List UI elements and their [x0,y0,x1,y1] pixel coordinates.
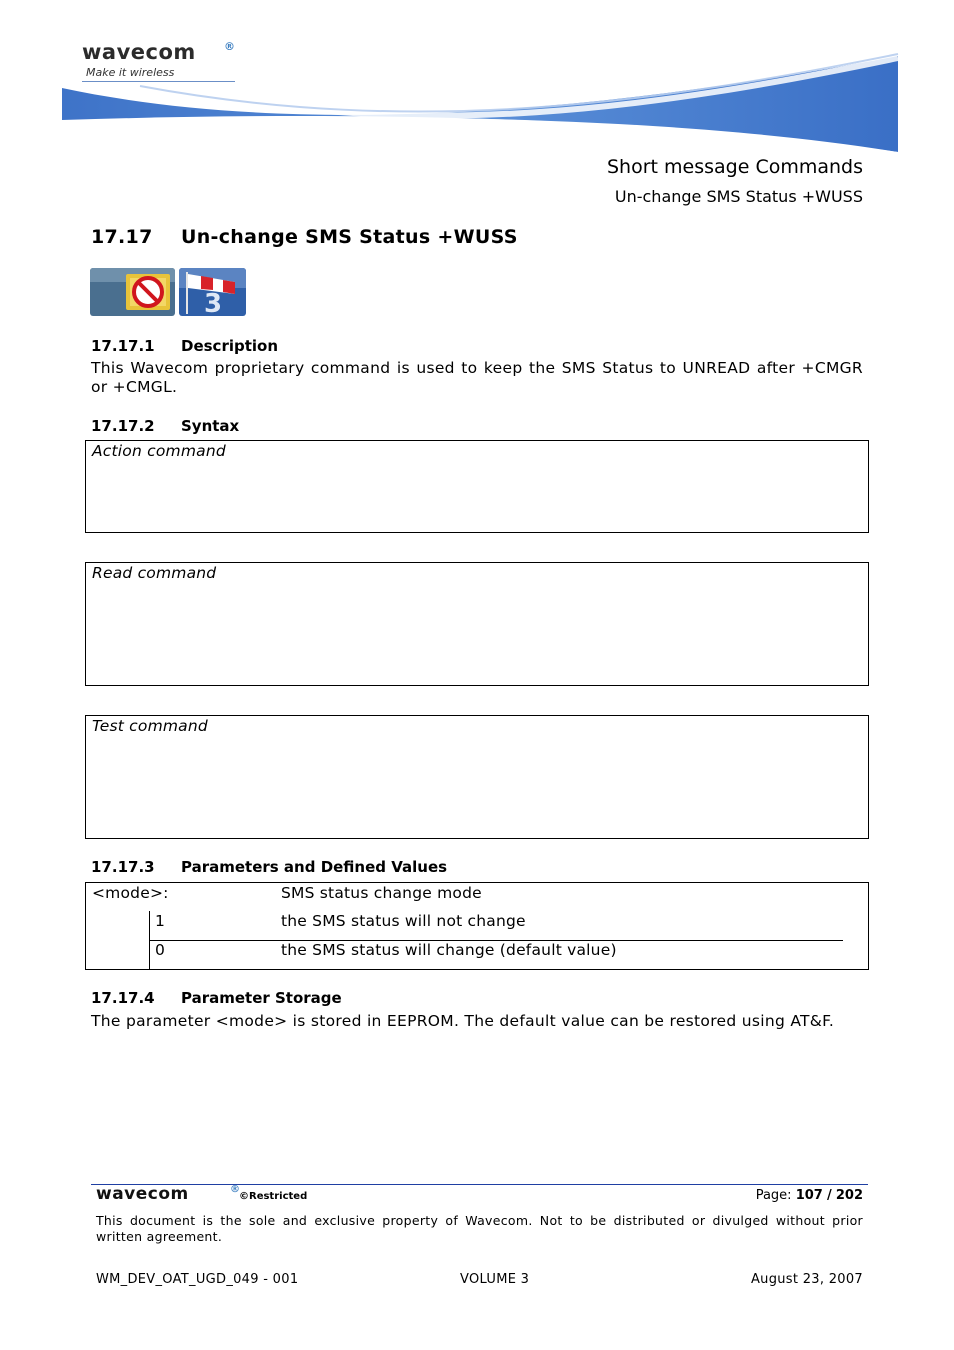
description-heading-text: Description [181,337,279,355]
param-value: 1 [155,912,166,930]
windsock-release-3-icon [179,268,246,316]
read-command-box [85,562,869,686]
page-label: Page: [755,1188,792,1203]
page-total: 202 [835,1188,863,1203]
syntax-number: 17.17.2 [91,417,155,435]
footer-date: August 23, 2007 [750,1272,863,1287]
footer-restricted: ©Restricted [239,1191,308,1202]
read-command-label: Read command [92,564,217,582]
footer-notice: This document is the sole and exclusive property of Wavecom. Not to be distributed or divulged without prior written agreement. [96,1213,863,1244]
parameters-heading [91,858,447,876]
section-title [91,226,518,248]
footer-volume: VOLUME 3 [460,1272,530,1287]
footer-page-number [756,1188,863,1203]
logo-symbol: ® [224,40,235,53]
footer-doc-ref: WM_DEV_OAT_UGD_049 - 001 [96,1272,299,1287]
logo-tagline: Make it wireless [86,66,175,79]
header-wave-banner [0,50,954,160]
param-value: 0 [155,941,166,959]
action-command-box [85,440,869,533]
page-separator: / [826,1188,832,1203]
param-description: SMS status change mode [281,884,482,902]
syntax-heading-text: Syntax [181,417,240,435]
description-heading [91,337,278,355]
syntax-heading [91,417,239,435]
storage-heading-text: Parameter Storage [181,989,342,1007]
description-text: This Wavecom proprietary command is used to keep the SMS Status to UNREAD after +CMGR or +CMGL. [91,359,863,396]
parameters-table [85,882,869,970]
param-value-meaning: the SMS status will change (default value) [281,941,617,959]
param-name: <mode>: [92,884,169,902]
footer-logo-symbol: ® [230,1184,240,1195]
test-command-label: Test command [92,717,208,735]
header-section-title: Un-change SMS Status +WUSS [614,187,863,206]
footer-wavecom-logo: wavecom [96,1184,189,1204]
storage-heading [91,989,342,1007]
storage-number: 17.17.4 [91,989,155,1007]
sim-pin-not-required-icon [90,268,175,316]
wavecom-logo: wavecom [82,40,196,64]
section-number: 17.17 [91,226,153,248]
test-command-box [85,715,869,839]
storage-text: The parameter <mode> is stored in EEPROM. The default value can be restored using AT&F. [91,1012,835,1030]
page-current: 107 [795,1188,823,1203]
footer-rule [91,1184,868,1185]
section-title-text: Un-change SMS Status +WUSS [181,226,518,248]
param-value-meaning: the SMS status will not change [281,912,526,930]
parameters-heading-text: Parameters and Defined Values [181,858,448,876]
release-digit: 3 [203,289,223,316]
description-number: 17.17.1 [91,337,155,355]
header-chapter-title: Short message Commands [606,156,863,178]
action-command-label: Action command [92,442,226,460]
parameters-number: 17.17.3 [91,858,155,876]
